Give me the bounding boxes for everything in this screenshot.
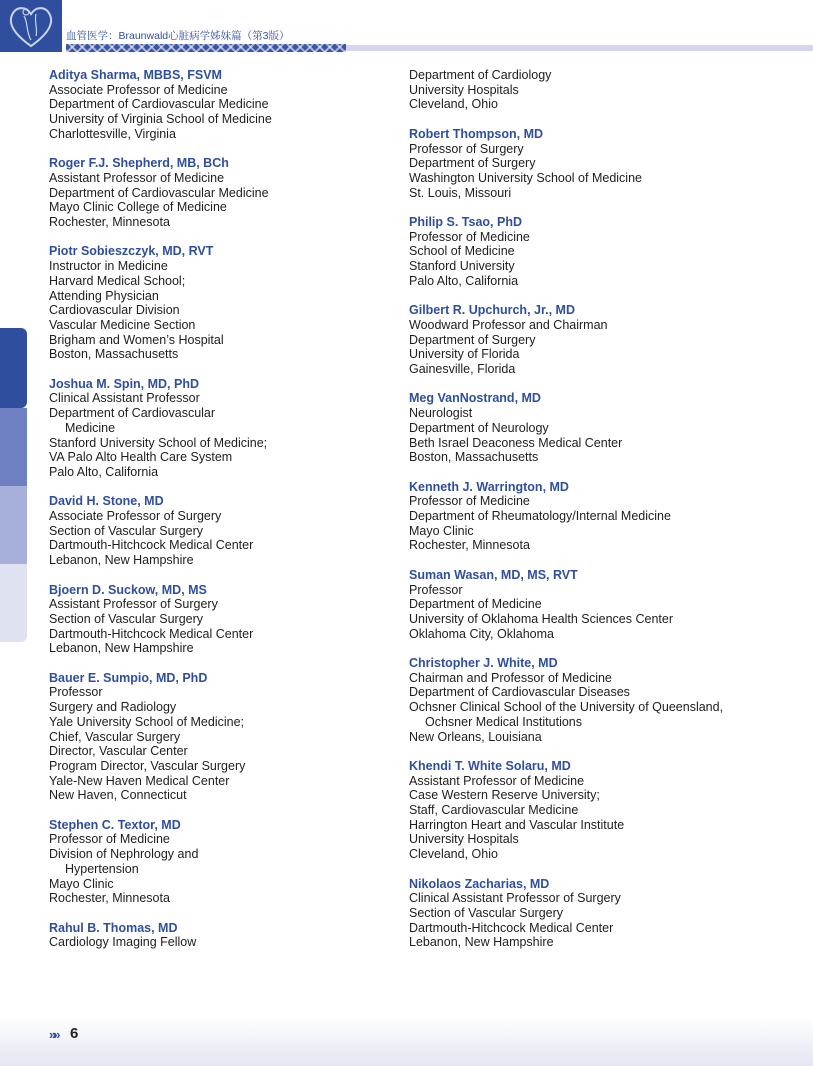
contributor-affiliation-line: Medicine	[65, 420, 116, 435]
contributor-affiliation-line: Cleveland, Ohio	[409, 847, 498, 862]
contributor-affiliation-line: Program Director, Vascular Surgery	[49, 758, 246, 773]
contributor-affiliation-line: Rochester, Minnesota	[409, 538, 530, 553]
contributor-name: Bauer E. Sumpio, MD, PhD	[49, 670, 208, 685]
contributor-affiliation-line: Attending Physician	[49, 288, 159, 303]
contributor-name: Aditya Sharma, MBBS, FSVM	[49, 68, 222, 82]
contributor-affiliation-line: New Orleans, Louisiana	[409, 729, 542, 744]
contributor-name: Stephen C. Textor, MD	[49, 817, 181, 832]
page-number: 6	[70, 1025, 79, 1042]
contributor-entry	[49, 671, 394, 803]
contributor-affiliation-line: Assistant Professor of Surgery	[49, 597, 218, 612]
contributor-affiliation-line: School of Medicine	[409, 244, 515, 259]
contributor-entry	[409, 656, 799, 744]
contributor-affiliation-line: Mayo Clinic	[49, 876, 114, 891]
contributor-affiliation-line: Harvard Medical School;	[49, 273, 186, 288]
contributor-affiliation-line: Assistant Professor of Medicine	[49, 170, 225, 185]
contributor-affiliation-line: Section of Vascular Surgery	[409, 905, 564, 920]
footer-band	[0, 1016, 813, 1066]
contributor-entry	[409, 215, 799, 289]
contributor-affiliation-line: Yale University School of Medicine;	[49, 714, 244, 729]
contributor-affiliation-line: Department of Neurology	[409, 420, 549, 435]
contributor-affiliation-line: VA Palo Alto Health Care System	[49, 450, 233, 465]
contributor-affiliation-line: Cardiology Imaging Fellow	[49, 935, 197, 950]
contributor-affiliation-line: Department of Cardiology	[409, 68, 552, 82]
contributor-affiliation-line: University of Florida	[409, 347, 520, 362]
contributor-name: Rahul B. Thomas, MD	[49, 920, 178, 935]
contributor-affiliation-line: Lebanon, New Hampshire	[49, 641, 194, 656]
contributor-affiliation-line: Mayo Clinic College of Medicine	[49, 200, 227, 215]
contributor-affiliation-line: Palo Alto, California	[49, 464, 159, 479]
contributor-affiliation-line: Rochester, Minnesota	[49, 891, 170, 906]
contributor-affiliation-line: Division of Nephrology and	[49, 847, 199, 862]
contributor-affiliation-line: Vascular Medicine Section	[49, 317, 196, 332]
contributor-affiliation-line: Assistant Professor of Medicine	[409, 773, 585, 788]
contributor-affiliation-line: Harrington Heart and Vascular Institute	[409, 817, 625, 832]
contributor-name: Meg VanNostrand, MD	[409, 391, 541, 406]
contributor-affiliation-line: Department of Surgery	[409, 332, 536, 347]
contributor-affiliation-line: Palo Alto, California	[409, 273, 519, 288]
contributor-affiliation-line: Clinical Assistant Professor	[49, 391, 200, 406]
contributor-name: Khendi T. White Solaru, MD	[409, 758, 571, 773]
header-title: 血管医学：Braunwald心脏病学姊妹篇（第3版）	[66, 30, 290, 42]
contributor-affiliation-line: Professor of Surgery	[409, 141, 524, 156]
contributor-affiliation-line: Neurologist	[409, 406, 473, 421]
contributor-affiliation-line: Department of Rheumatology/Internal Medicine	[409, 509, 671, 524]
contributor-entry	[49, 68, 394, 142]
heart-logo	[0, 0, 62, 52]
contributor-affiliation-line: Professor	[409, 582, 463, 597]
contributor-name: Nikolaos Zacharias, MD	[409, 876, 550, 891]
contributor-entry	[409, 877, 799, 951]
contributor-entry	[409, 68, 799, 112]
contributor-affiliation-line: Gainesville, Florida	[409, 362, 516, 377]
contributor-affiliation-line: Brigham and Women’s Hospital	[49, 332, 224, 347]
side-tab-2	[0, 408, 27, 486]
contributor-entry	[49, 583, 394, 657]
contributor-affiliation-line: Department of Cardiovascular	[49, 406, 216, 421]
contributor-affiliation-line: Lebanon, New Hampshire	[409, 935, 554, 950]
contributor-affiliation-line: Oklahoma City, Oklahoma	[409, 626, 554, 641]
contributor-affiliation-line: Dartmouth-Hitchcock Medical Center	[49, 538, 254, 553]
contributor-affiliation-line: Instructor in Medicine	[49, 259, 168, 274]
contributor-name: Roger F.J. Shepherd, MB, BCh	[49, 156, 229, 171]
contributor-entry	[49, 244, 394, 362]
contributor-affiliation-line: Professor of Medicine	[409, 494, 530, 509]
contributor-affiliation-line: Stanford University School of Medicine;	[49, 435, 268, 450]
contributor-affiliation-line: Dartmouth-Hitchcock Medical Center	[49, 626, 254, 641]
contributor-name: Philip S. Tsao, PhD	[409, 215, 522, 229]
contributor-affiliation-line: Associate Professor of Surgery	[49, 509, 222, 524]
contributor-affiliation-line: Beth Israel Deaconess Medical Center	[409, 435, 623, 450]
contributor-affiliation-line: Boston, Massachusetts	[409, 450, 539, 465]
contributor-affiliation-line: Dartmouth-Hitchcock Medical Center	[409, 920, 614, 935]
contributor-entry	[409, 480, 799, 554]
contributor-affiliation-line: Woodward Professor and Chairman	[409, 317, 608, 332]
contributor-affiliation-line: Cleveland, Ohio	[409, 97, 498, 112]
heart-icon	[6, 2, 56, 50]
contributor-entry	[49, 494, 394, 568]
right-column	[409, 68, 799, 965]
side-tab-3	[0, 486, 27, 564]
contributor-affiliation-line: Professor of Medicine	[49, 832, 170, 847]
contributor-affiliation-line: Case Western Reserve University;	[409, 788, 600, 803]
contributor-affiliation-line: Lebanon, New Hampshire	[49, 553, 194, 568]
contributor-name: Robert Thompson, MD	[409, 126, 544, 141]
contributor-affiliation-line: University Hospitals	[409, 832, 519, 847]
contributor-affiliation-line: Chief, Vascular Surgery	[49, 729, 181, 744]
contributor-entry	[409, 568, 799, 642]
contributor-affiliation-line: Professor of Medicine	[409, 229, 530, 244]
contributor-affiliation-line: Department of Cardiovascular Diseases	[409, 685, 630, 700]
contributor-affiliation-line: Department of Medicine	[409, 597, 542, 612]
contributor-affiliation-line: Associate Professor of Medicine	[49, 82, 228, 97]
contributor-name: Piotr Sobieszczyk, MD, RVT	[49, 244, 214, 259]
left-column	[49, 68, 394, 965]
contributor-affiliation-line: University of Virginia School of Medicine	[49, 112, 272, 127]
contributor-affiliation-line: Rochester, Minnesota	[49, 215, 170, 230]
contributor-affiliation-line: Stanford University	[409, 259, 515, 274]
contributor-affiliation-line: Mayo Clinic	[409, 523, 474, 538]
contributor-name: Suman Wasan, MD, MS, RVT	[409, 567, 578, 582]
contributor-affiliation-line: New Haven, Connecticut	[49, 788, 187, 803]
contributor-affiliation-line: Director, Vascular Center	[49, 744, 188, 759]
header-diamond-strip	[66, 44, 346, 52]
contributor-affiliation-line: Cardiovascular Division	[49, 303, 180, 318]
contributor-affiliation-line: Department of Cardiovascular Medicine	[49, 185, 269, 200]
contributor-affiliation-line: University of Oklahoma Health Sciences Center	[409, 611, 674, 626]
contributor-entry	[409, 391, 799, 465]
contributor-affiliation-line: Professor	[49, 685, 103, 700]
contributor-affiliation-line: Yale-New Haven Medical Center	[49, 773, 230, 788]
contributor-affiliation-line: Department of Surgery	[409, 156, 536, 171]
contributor-name: Christopher J. White, MD	[409, 656, 558, 671]
contributor-name: Joshua M. Spin, MD, PhD	[49, 376, 200, 391]
contributor-entry	[409, 127, 799, 201]
contributor-entry	[49, 818, 394, 906]
contributor-affiliation-line: Ochsner Clinical School of the University of Queensland,	[409, 700, 724, 715]
contributor-entry	[49, 921, 394, 950]
contributor-affiliation-line: Charlottesville, Virginia	[49, 126, 176, 141]
contributor-entry	[49, 377, 394, 480]
side-tab-1	[0, 328, 27, 408]
contributor-affiliation-line: Hypertension	[65, 861, 139, 876]
contributor-affiliation-line: Department of Cardiovascular Medicine	[49, 97, 269, 112]
header-rule	[346, 45, 813, 51]
contributor-affiliation-line: Chairman and Professor of Medicine	[409, 670, 612, 685]
contributor-affiliation-line: St. Louis, Missouri	[409, 185, 512, 200]
side-tab-4	[0, 564, 27, 642]
contributor-affiliation-line: Section of Vascular Surgery	[49, 523, 204, 538]
contributor-affiliation-line: Staff, Cardiovascular Medicine	[409, 803, 579, 818]
contributor-name: Gilbert R. Upchurch, Jr., MD	[409, 303, 575, 318]
contributor-entry	[409, 759, 799, 862]
contributor-name: David H. Stone, MD	[49, 494, 164, 509]
contributor-affiliation-line: Clinical Assistant Professor of Surgery	[409, 891, 621, 906]
contributor-entry	[409, 303, 799, 377]
contributor-affiliation-line: University Hospitals	[409, 82, 519, 97]
contributor-name: Kenneth J. Warrington, MD	[409, 479, 569, 494]
contributor-affiliation-line: Surgery and Radiology	[49, 700, 177, 715]
contributor-affiliation-line: Ochsner Medical Institutions	[425, 714, 583, 729]
contributor-affiliation-line: Boston, Massachusetts	[49, 347, 179, 362]
chevron-right-icon: »»	[49, 1027, 58, 1042]
contributor-name: Bjoern D. Suckow, MD, MS	[49, 582, 207, 597]
contributor-entry	[49, 156, 394, 230]
contributor-affiliation-line: Washington University School of Medicine	[409, 170, 642, 185]
contributor-affiliation-line: Section of Vascular Surgery	[49, 611, 204, 626]
